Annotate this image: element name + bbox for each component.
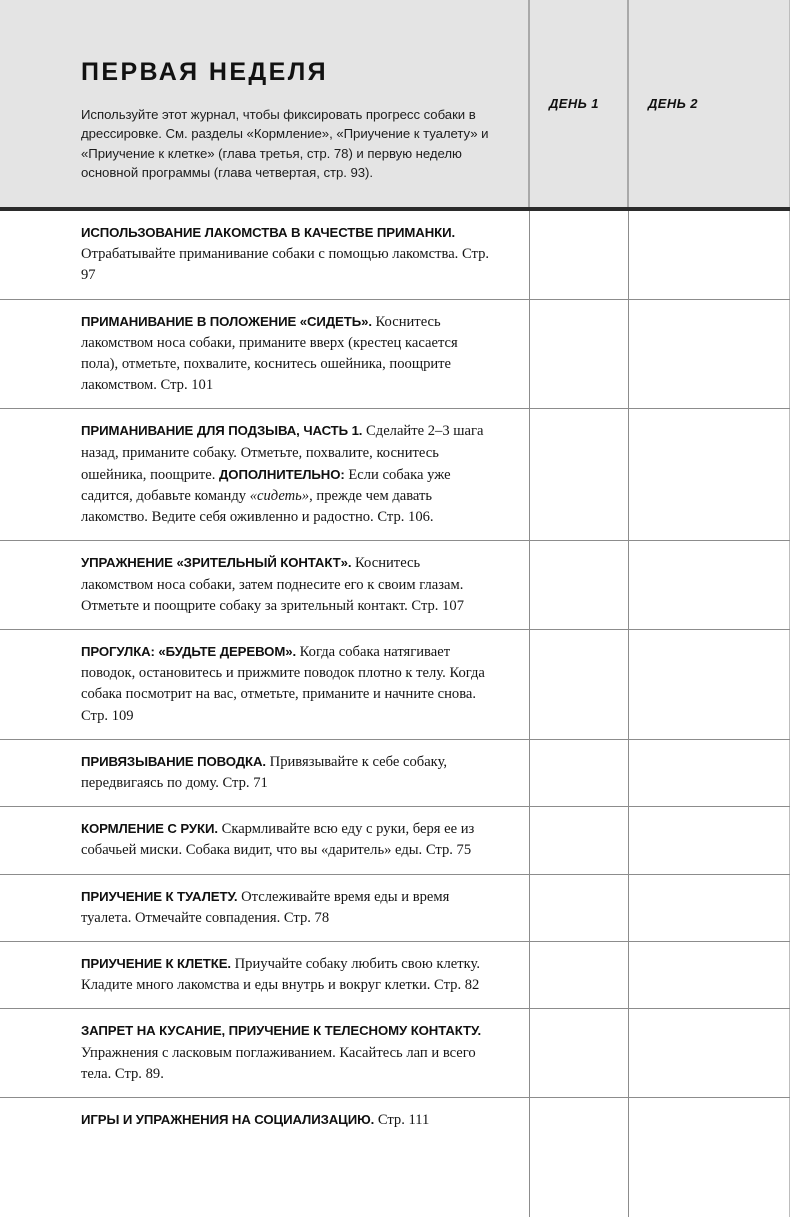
filler-task-column bbox=[0, 1143, 530, 1217]
task-heading: ПРИМАНИВАНИЕ ДЛЯ ПОДЗЫВА, ЧАСТЬ 1. bbox=[81, 423, 363, 439]
checkbox-cell-day-2[interactable] bbox=[629, 875, 790, 941]
checkbox-cell-day-2[interactable] bbox=[629, 807, 790, 873]
table-row bbox=[0, 409, 790, 541]
task-text bbox=[81, 818, 495, 861]
task-heading: ЗАПРЕТ НА КУСАНИЕ, ПРИУЧЕНИЕ К ТЕЛЕСНОМУ КОНТАКТУ. bbox=[81, 1023, 482, 1039]
filler-day-2-column bbox=[629, 1143, 790, 1217]
checkbox-cell-day-1[interactable] bbox=[530, 541, 629, 629]
task-body: Стр. 111 bbox=[377, 1112, 430, 1129]
checkbox-cell-day-2[interactable] bbox=[629, 740, 790, 806]
task-cell bbox=[0, 807, 530, 873]
intro-paragraph: Используйте этот журнал, чтобы фиксировать прогресс собаки в дрессировке. См. разделы «Кормление», «Приучение к туалету» и «Приучение к клетке» (глава третья, стр. 78) и первую неделю основной программы (глава четвертая, стр. 93). bbox=[81, 107, 489, 181]
task-text bbox=[81, 641, 495, 727]
task-body: Приучайте собаку любить свою клетку. Кладите много лакомства и еды внутрь и вокруг клетки. Стр. 82 bbox=[81, 956, 481, 994]
checkbox-cell-day-2[interactable] bbox=[629, 630, 790, 739]
task-body: Коснитесь лакомством носа собаки, приманите вверх (крестец касается пола), отметьте, похвалите, коснитесь ошейника, поощрите лакомством. Стр. 101 bbox=[81, 313, 458, 394]
column-header-day-2 bbox=[629, 0, 790, 207]
checkbox-cell-day-1[interactable] bbox=[530, 740, 629, 806]
checkbox-cell-day-2[interactable] bbox=[629, 409, 790, 540]
task-body-secondary-post: , прежде чем давать лакомство. Ведите себя оживленно и радостно. Стр. 106. bbox=[81, 488, 434, 526]
task-cell bbox=[0, 942, 530, 1008]
header-intro-block bbox=[0, 0, 530, 207]
table-row bbox=[0, 1009, 790, 1098]
task-body: Скармливайте всю еду с руки, беря ее из собачьей миски. Собака видит, что вы «даритель» еды. Стр. 75 bbox=[81, 821, 475, 859]
task-cell bbox=[0, 630, 530, 739]
task-text bbox=[81, 751, 495, 794]
task-body: Отрабатывайте приманивание собаки с помощью лакомства. Стр. 97 bbox=[81, 246, 490, 284]
table-row bbox=[0, 740, 790, 807]
task-cell bbox=[0, 211, 530, 299]
table-row bbox=[0, 300, 790, 410]
task-text bbox=[81, 420, 495, 528]
task-body-secondary-pre: Если собака уже садится, добавьте команду bbox=[81, 466, 451, 505]
task-subheading: ДОПОЛНИТЕЛЬНО: bbox=[219, 466, 345, 482]
task-heading: УПРАЖНЕНИЕ «ЗРИТЕЛЬНЫЙ КОНТАКТ». bbox=[81, 555, 352, 571]
table-row bbox=[0, 1098, 790, 1143]
checkbox-cell-day-1[interactable] bbox=[530, 211, 629, 299]
checkbox-cell-day-2[interactable] bbox=[629, 1009, 790, 1097]
task-cell bbox=[0, 409, 530, 540]
table-row bbox=[0, 942, 790, 1009]
checkbox-cell-day-2[interactable] bbox=[629, 942, 790, 1008]
table-row bbox=[0, 541, 790, 630]
checkbox-cell-day-1[interactable] bbox=[530, 942, 629, 1008]
page-title: ПЕРВАЯ НЕДЕЛЯ bbox=[81, 58, 329, 86]
checkbox-cell-day-1[interactable] bbox=[530, 875, 629, 941]
table-row bbox=[0, 211, 790, 300]
task-table-body bbox=[0, 211, 790, 1217]
task-cell bbox=[0, 740, 530, 806]
task-text bbox=[81, 886, 495, 929]
task-body: Отслеживайте время еды и время туалета. Отмечайте совпадения. Стр. 78 bbox=[81, 888, 450, 926]
task-text bbox=[81, 552, 495, 617]
task-heading: ПРОГУЛКА: «БУДЬТЕ ДЕРЕВОМ». bbox=[81, 644, 297, 660]
checkbox-cell-day-1[interactable] bbox=[530, 630, 629, 739]
task-cell bbox=[0, 875, 530, 941]
task-text bbox=[81, 1109, 495, 1131]
table-row bbox=[0, 807, 790, 874]
table-bottom-filler bbox=[0, 1143, 790, 1217]
task-body-emphasis: «сидеть» bbox=[249, 488, 310, 505]
checkbox-cell-day-1[interactable] bbox=[530, 1098, 629, 1143]
checkbox-cell-day-1[interactable] bbox=[530, 807, 629, 873]
task-body: Сделайте 2–3 шага назад, приманите собаку. Отметьте, похвалите, коснитесь ошейника, поощрите. bbox=[81, 423, 484, 483]
day-2-label: ДЕНЬ 2 bbox=[648, 96, 698, 111]
table-row bbox=[0, 630, 790, 740]
task-body: Коснитесь лакомством носа собаки, затем поднесите его к своим глазам. Отметьте и поощрите собаку за зрительный контакт. Стр. 107 bbox=[81, 555, 464, 614]
filler-day-1-column bbox=[530, 1143, 629, 1217]
checkbox-cell-day-1[interactable] bbox=[530, 300, 629, 409]
task-cell bbox=[0, 1098, 530, 1143]
task-cell bbox=[0, 1009, 530, 1097]
task-heading: ИСПОЛЬЗОВАНИЕ ЛАКОМСТВА В КАЧЕСТВЕ ПРИМАНКИ. bbox=[81, 225, 456, 240]
table-row bbox=[0, 875, 790, 942]
task-heading: ПРИВЯЗЫВАНИЕ ПОВОДКА. bbox=[81, 753, 266, 769]
task-cell bbox=[0, 300, 530, 409]
task-text bbox=[81, 1020, 495, 1085]
checkbox-cell-day-1[interactable] bbox=[530, 409, 629, 540]
task-heading: ПРИМАНИВАНИЕ В ПОЛОЖЕНИЕ «СИДЕТЬ». bbox=[81, 313, 372, 329]
checkbox-cell-day-2[interactable] bbox=[629, 300, 790, 409]
task-body: Когда собака натягивает поводок, остановитесь и прижмите поводок плотно к телу. Когда собака посмотрит на вас, отметьте, приманите и начните снова. Стр. 109 bbox=[81, 644, 485, 724]
task-heading: КОРМЛЕНИЕ С РУКИ. bbox=[81, 821, 218, 837]
task-text bbox=[81, 953, 495, 996]
task-text bbox=[81, 222, 495, 287]
task-heading: ПРИУЧЕНИЕ К КЛЕТКЕ. bbox=[81, 956, 231, 972]
checkbox-cell-day-2[interactable] bbox=[629, 1098, 790, 1143]
task-cell bbox=[0, 541, 530, 629]
task-heading: ИГРЫ И УПРАЖНЕНИЯ НА СОЦИАЛИЗАЦИЮ. bbox=[81, 1112, 375, 1128]
task-body: Упражнения с ласковым поглаживанием. Касайтесь лап и всего тела. Стр. 89. bbox=[81, 1044, 476, 1082]
task-heading: ПРИУЧЕНИЕ К ТУАЛЕТУ. bbox=[81, 888, 238, 904]
task-text bbox=[81, 311, 495, 397]
task-body: Привязывайте к себе собаку, передвигаясь по дому. Стр. 71 bbox=[81, 753, 448, 792]
page-header bbox=[0, 0, 790, 211]
checkbox-cell-day-2[interactable] bbox=[629, 211, 790, 299]
checkbox-cell-day-2[interactable] bbox=[629, 541, 790, 629]
checkbox-cell-day-1[interactable] bbox=[530, 1009, 629, 1097]
column-header-day-1 bbox=[530, 0, 629, 207]
day-1-label: ДЕНЬ 1 bbox=[549, 96, 599, 111]
